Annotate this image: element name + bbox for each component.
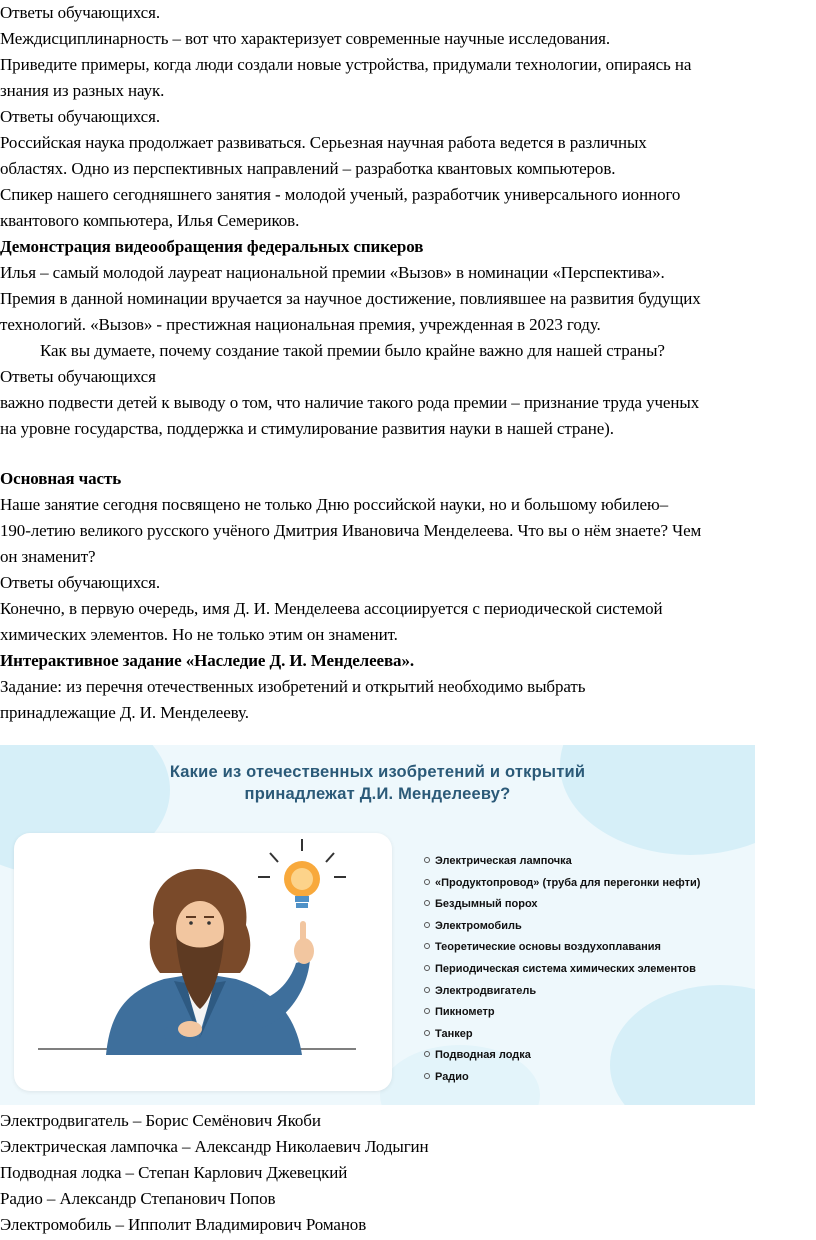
bullet-icon [424,943,430,949]
paragraph-line: Задание: из перечня отечественных изобретений и открытий необходимо выбрать [0,677,586,696]
answer-line: Радио – Александр Степанович Попов [0,1189,276,1208]
paragraph-line: Приведите примеры, когда люди создали новые устройства, придумали технологии, опираясь на [0,55,692,74]
bullet-icon [424,879,430,885]
bullet-icon [424,1008,430,1014]
bullet-icon [424,900,430,906]
paragraph-line: 190-летию великого русского учёного Дмитрия Ивановича Менделеева. Что вы о нём знаете? Чем [0,521,702,540]
answer-line: Электрическая лампочка – Александр Николаевич Лодыгин [0,1137,429,1156]
paragraph-line: знания из разных наук. [0,81,165,100]
section-heading: Демонстрация видеообращения федеральных спикеров [0,237,424,256]
paragraph-line: Ответы обучающихся [0,367,156,386]
paragraph-line: Спикер нашего сегодняшнего занятия - молодой ученый, разработчик универсального ионного [0,185,681,204]
list-item: Бездымный порох [424,894,700,916]
list-item: Пикнометр [424,1002,700,1024]
illustration-card [14,833,392,1091]
paragraph-line: Междисциплинарность – вот что характеризует современные научные исследования. [0,29,610,48]
paragraph-line: квантового компьютера, Илья Семериков. [0,211,300,230]
slide-title: Какие из отечественных изобретений и открытий принадлежат Д.И. Менделееву? [169,763,586,803]
paragraph-line: важно подвести детей к выводу о том, что наличие такого рода премии – признание труда ученых [0,393,700,412]
list-item: Подводная лодка [424,1045,700,1067]
bullet-icon [424,965,430,971]
paragraph-line: Премия в данной номинации вручается за научное достижение, повлиявшее на развития будущих [0,289,701,308]
mendeleev-illustration [14,833,392,1091]
list-item: Теоретические основы воздухоплавания [424,937,700,959]
paragraph-line: Ответы обучающихся. [0,573,160,592]
section-heading: Интерактивное задание «Наследие Д. И. Менделеева». [0,651,414,670]
paragraph-line: Ответы обучающихся. [0,107,160,126]
bullet-icon [424,922,430,928]
list-item: Танкер [424,1024,700,1046]
bullet-icon [424,987,430,993]
paragraph-line: на уровне государства, поддержка и стимулирование развития науки в нашей стране). [0,419,614,438]
paragraph-line: он знаменит? [0,547,96,566]
list-item: Периодическая система химических элементов [424,959,700,981]
list-item: Электродвигатель [424,981,700,1003]
question-line: Как вы думаете, почему создание такой премии было крайне важно для нашей страны? [40,341,665,360]
list-item: Электрическая лампочка [424,851,700,873]
bullet-icon [424,1073,430,1079]
bullet-icon [424,1030,430,1036]
section-heading: Основная часть [0,469,122,488]
answer-line: Электродвигатель – Борис Семёнович Якоби [0,1111,321,1130]
bullet-icon [424,1051,430,1057]
paragraph-line: принадлежащие Д. И. Менделееву. [0,703,249,722]
paragraph-line: Ответы обучающихся. [0,3,160,22]
list-item: Радио [424,1067,700,1089]
answer-line: Электромобиль – Ипполит Владимирович Романов [0,1215,367,1234]
inventions-list [424,851,700,1089]
answer-line: Подводная лодка – Степан Карлович Джевецкий [0,1163,348,1182]
bullet-icon [424,857,430,863]
paragraph-line: технологий. «Вызов» - престижная национальная премия, учрежденная в 2023 году. [0,315,601,334]
list-item: «Продуктопровод» (труба для перегонки нефти) [424,873,700,895]
paragraph-line: Российская наука продолжает развиваться. Серьезная научная работа ведется в различных [0,133,647,152]
paragraph-line: Наше занятие сегодня посвящено не только Дню российской науки, но и большому юбилею– [0,495,668,514]
slide-image [0,745,755,1105]
paragraph-line: областях. Одно из перспективных направлений – разработка квантовых компьютеров. [0,159,616,178]
paragraph-line: химических элементов. Но не только этим он знаменит. [0,625,398,644]
paragraph-line: Конечно, в первую очередь, имя Д. И. Менделеева ассоциируется с периодической системой [0,599,663,618]
list-item: Электромобиль [424,916,700,938]
paragraph-line: Илья – самый молодой лауреат национальной премии «Вызов» в номинации «Перспектива». [0,263,665,282]
